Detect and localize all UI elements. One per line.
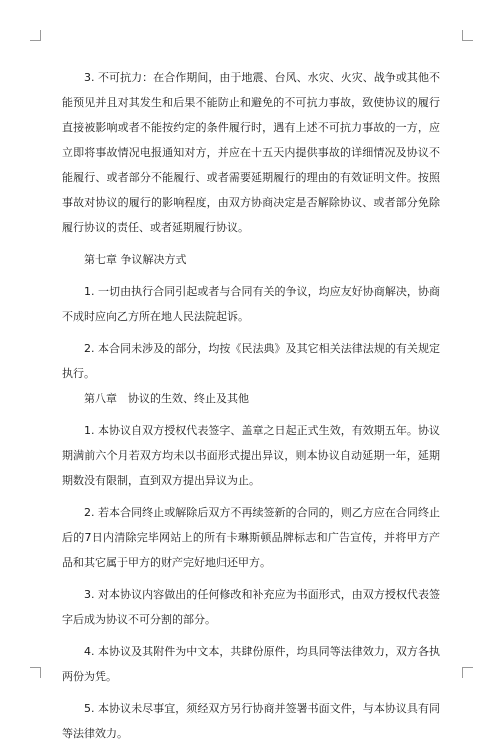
page-corner-mark-bottom-left bbox=[30, 667, 41, 678]
chapter-heading-7: 第七章 争议解决方式 bbox=[84, 253, 187, 266]
chapter-heading-8: 第八章 协议的生效、终止及其他 bbox=[84, 392, 249, 405]
paragraph-force-majeure: 3. 不可抗力：在合作期间，由于地震、台风、水灾、火灾、战争或其他不能预见并且对其发生和后果不能防止和避免的不可抗力事故，致使协议的履行直接被影响或者不能按约定的条件履行时，遇有上述不可抗力事故的一方，应立即将事故情况电报通知对方，并应在十五天内提供事故的详细情况及协议不能履行、或者部分不能履行、或者需要延期履行的理由的有效证明文件。按照事故对协议的履行的影响程度，由双方协商决定是否解除协议、或者部分免除履行协议的责任、或者延期履行协议。 bbox=[62, 71, 440, 234]
paragraph-effect-5: 5. 本协议未尽事宜，须经双方另行协商并签署书面文件，与本协议具有同等法律效力。 bbox=[62, 702, 440, 740]
paragraph-effect-1: 1. 本协议自双方授权代表签字、盖章之日起正式生效，有效期五年。协议期满前六个月若双方均未以书面形式提出异议，则本协议自动延期一年，延期期数没有限制，直到双方提出异议为止。 bbox=[62, 424, 440, 487]
document-body bbox=[62, 65, 440, 746]
paragraph-effect-2: 2. 若本合同终止或解除后双方不再续签新的合同的，则乙方应在合同终止后的7日内清除完毕网站上的所有卡琳斯顿品牌标志和广告宣传，并将甲方产品和其它属于甲方的财产完好地归还甲方。 bbox=[62, 506, 440, 569]
page-corner-mark-top-right bbox=[462, 30, 473, 41]
page-corner-mark-top-left bbox=[30, 30, 41, 41]
paragraph-dispute-1: 1. 一切由执行合同引起或者与合同有关的争议，均应友好协商解决，协商不成时应向乙方所在地人民法院起诉。 bbox=[62, 285, 440, 323]
paragraph-effect-4: 4. 本协议及其附件为中文本，共肆份原件，均具同等法律效力，双方各执两份为凭。 bbox=[62, 645, 440, 683]
paragraph-dispute-2: 2. 本合同未涉及的部分，均按《民法典》及其它相关法律法规的有关规定执行。 bbox=[62, 342, 440, 380]
page-corner-mark-bottom-right bbox=[462, 667, 473, 678]
paragraph-effect-3: 3. 对本协议内容做出的任何修改和补充应为书面形式，由双方授权代表签字后成为协议不可分割的部分。 bbox=[62, 588, 440, 626]
